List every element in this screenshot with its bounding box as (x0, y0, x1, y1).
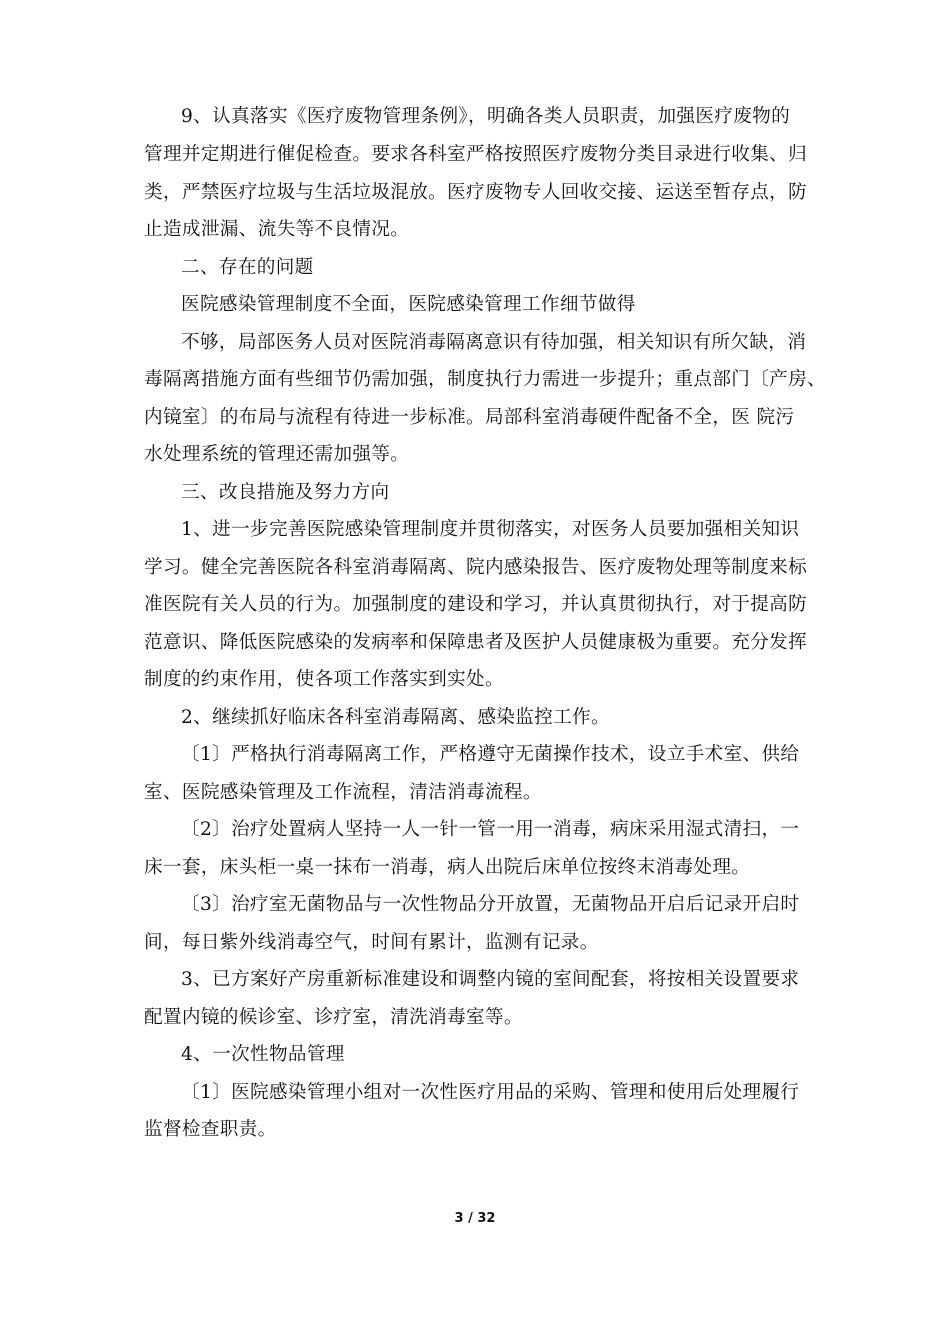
text-line: 〔1〕医院感染管理小组对一次性医疗用品的采购、管理和使用后处理履行 (181, 1082, 800, 1103)
text-line: 制度的约束作用，使各项工作落实到实处。 (144, 669, 504, 690)
text-line: 2、继续抓好临床各科室消毒隔离、感染监控工作。 (181, 707, 610, 728)
text-line: 止造成泄漏、流失等不良情况。 (144, 219, 410, 240)
text-line: 床一套，床头柜一桌一抹布一消毒，病人出院后床单位按终末消毒处理。 (144, 857, 751, 878)
text-line: 准医院有关人员的行为。加强制度的建设和学习，并认真贯彻执行，对于提高防 (144, 594, 808, 615)
text-line: 不够，局部医务人员对医院消毒隔离意识有待加强，相关知识有所欠缺，消 (181, 332, 807, 353)
text-line: 1、进一步完善医院感染管理制度并贯彻落实，对医务人员要加强相关知识 (181, 519, 800, 540)
text-line: 监督检查职责。 (144, 1119, 277, 1140)
page-number: 3 / 32 (454, 1211, 496, 1226)
text-line: 4、一次性物品管理 (181, 1044, 345, 1065)
section-heading: 二、存在的问题 (181, 257, 314, 278)
text-line: 〔2〕治疗处置病人坚持一人一针一管一用一消毒，病床采用湿式清扫，一 (181, 819, 800, 840)
text-line: 9、认真落实《医疗废物管理条例》，明确各类人员职责，加强医疗废物的 (181, 106, 791, 127)
text-line: 类，严禁医疗垃圾与生活垃圾混放。医疗废物专人回收交接、运送至暂存点，防 (144, 182, 808, 203)
text-line: 学习。健全完善医院各科室消毒隔离、院内感染报告、医疗废物处理等制度来标 (144, 557, 808, 578)
text-line: 管理并定期进行催促检查。要求各科室严格按照医疗废物分类目录进行收集、归 (144, 144, 808, 165)
text-line: 室、医院感染管理及工作流程，清洁消毒流程。 (144, 782, 542, 803)
text-line: 3、已方案好产房重新标准建设和调整内镜的室间配套，将按相关设置要求 (181, 969, 800, 990)
text-line: 〔1〕严格执行消毒隔离工作，严格遵守无菌操作技术，设立手术室、供给 (181, 744, 800, 765)
text-line: 配置内镜的候诊室、诊疗室，清洗消毒室等。 (144, 1007, 523, 1028)
text-line: 内镜室〕的布局与流程有待进一步标准。局部科室消毒硬件配备不全，医 院污 (144, 407, 795, 428)
text-line: 医院感染管理制度不全面，医院感染管理工作细节做得 (181, 294, 636, 315)
text-line: 水处理系统的管理还需加强等。 (144, 444, 410, 465)
text-line: 范意识、降低医院感染的发病率和保障患者及医护人员健康极为重要。充分发挥 (144, 632, 808, 653)
text-line: 毒隔离措施方面有些细节仍需加强，制度执行力需进一步提升；重点部门〔产房、 (144, 369, 826, 390)
section-heading: 三、改良措施及努力方向 (181, 482, 390, 503)
text-line: 间，每日紫外线消毒空气，时间有累计，监测有记录。 (144, 932, 599, 953)
text-line: 〔3〕治疗室无菌物品与一次性物品分开放置，无菌物品开启后记录开启时 (181, 894, 800, 915)
